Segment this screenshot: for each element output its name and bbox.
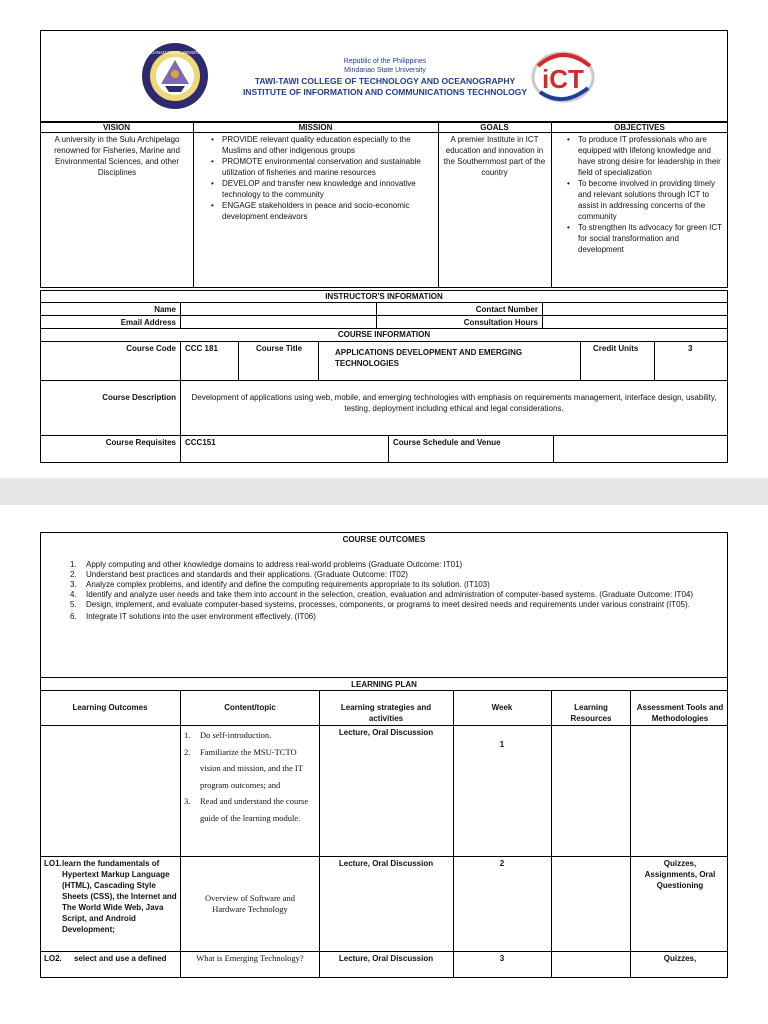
course-info-heading: COURSE INFORMATION (337, 330, 431, 339)
outcome-item: 6. Integrate IT solutions into the user environment effectively. (IT06) (70, 612, 316, 621)
objective-item: • To strengthen its advocacy for green ICT for social transformation and development (562, 222, 726, 255)
outcome-item: 4. Identify and analyze user needs and take them into account in the selection, creation, evaluation and administration of computer-based systems. (Graduate Outcome: IT04) (70, 590, 694, 599)
row3-content: What is Emerging Technology? (196, 953, 304, 963)
institute-line: INSTITUTE OF INFORMATION AND COMMUNICATIONS TECHNOLOGY (242, 87, 528, 97)
col-learning-outcomes: Learning Outcomes (72, 703, 148, 712)
row3-assessment: Quizzes, (663, 954, 697, 963)
course-description-label: Course Description (102, 393, 176, 402)
col-content-topic: Content/topic (224, 703, 276, 712)
consultation-label: Consultation Hours (463, 318, 538, 327)
goals-heading: GOALS (480, 123, 509, 132)
outcome-item: 3. Analyze complex problems, and identify and define the computing requirements appropriate to its solution. (IT103) (70, 580, 490, 589)
mission-item: • DEVELOP and transfer new knowledge and innovative technology to the community (206, 178, 432, 200)
course-schedule-label: Course Schedule and Venue (393, 438, 501, 447)
row2-week: 2 (499, 859, 505, 868)
vision-text: A university in the Sulu Archipelago renowned for Fisheries, Marine and Environmental Sciences, and other Disciplines (54, 135, 180, 177)
credit-units-label: Credit Units (593, 344, 639, 353)
email-label: Email Address (120, 318, 176, 327)
course-outcomes-list (70, 560, 700, 622)
content-item: 1. Do self-introduction. (184, 730, 272, 740)
college-line: TAWI-TAWI COLLEGE OF TECHNOLOGY AND OCEANOGRAPHY (254, 76, 516, 86)
course-title-value: APPLICATIONS DEVELOPMENT AND EMERGING TECHNOLOGIES (335, 348, 523, 368)
row1-week: 1 (499, 740, 505, 749)
col-week: Week (491, 703, 513, 712)
row3-strategy: Lecture, Oral Discussion (338, 954, 434, 963)
goals-text: A premier Institute in ICT education and innovation in the Southernmost part of the country (443, 135, 546, 177)
ict-logo-text: iCT (542, 64, 584, 94)
col-assessment: Assessment Tools and Methodologies (636, 703, 724, 723)
msu-seal-logo (141, 42, 209, 110)
contact-label: Contact Number (475, 305, 538, 314)
objective-item: • To produce IT professionals who are equipped with lifelong knowledge and have strong desire for leadership in their field of specialization (562, 134, 726, 178)
row2-content: Overview of Software and Hardware Technology (205, 893, 295, 914)
syllabus-page-2 (0, 505, 768, 1024)
course-code-label: Course Code (126, 344, 176, 353)
outcome-item: 1. Apply computing and other knowledge domains to address real-world problems (Graduate Outcome: IT01) (70, 560, 463, 569)
row1-strategy: Lecture, Oral Discussion (338, 728, 434, 737)
row3-outcome (44, 953, 178, 964)
row2-assessment: Quizzes, Assignments, Oral Questioning (644, 859, 716, 890)
objectives-heading: OBJECTIVES (614, 123, 665, 132)
ict-logo (530, 48, 596, 106)
course-title-label: Course Title (256, 344, 303, 353)
col-learning-strategies: Learning strategies and activities (340, 703, 432, 723)
learning-plan-heading: LEARNING PLAN (351, 680, 417, 689)
instructor-info-heading: INSTRUCTOR'S INFORMATION (325, 292, 443, 301)
row1-content-list (184, 727, 316, 826)
mission-heading: MISSION (298, 123, 333, 132)
university-line: Mindanao State University (344, 67, 426, 74)
content-item: 2. Familiarize the MSU-TCTO vision and mission, and the IT program outcomes; and (184, 746, 303, 790)
row3-outcome-number: LO2. (44, 954, 62, 963)
row2-outcome (44, 858, 178, 935)
col-learning-resources: Learning Resources (570, 703, 612, 723)
seal-text: MINDANAO STATE UNIVERSITY (143, 50, 207, 55)
mission-item: • PROMOTE environmental conservation and sustainable utilization of fisheries and marine resources (206, 156, 432, 178)
row2-outcome-number: LO1. (44, 859, 62, 868)
republic-line: Republic of the Philippines (343, 58, 427, 65)
row2-strategy: Lecture, Oral Discussion (338, 859, 434, 868)
course-requisites-label: Course Requisites (105, 438, 176, 447)
content-item: 3. Read and understand the course guide of the learning module. (184, 796, 309, 823)
course-requisites-value: CCC151 (185, 438, 216, 447)
mission-list (206, 134, 432, 222)
course-description-value: Development of applications using web, mobile, and emerging technologies with emphasis on requirements management, interface design, usability, testing, deployment including ethical and legal considerations. (191, 393, 717, 413)
course-outcomes-heading: COURSE OUTCOMES (342, 535, 426, 544)
credit-units-value: 3 (688, 344, 693, 353)
course-code-value: CCC 181 (185, 344, 218, 353)
mission-item: • ENGAGE stakeholders in peace and socio-economic development endeavors (206, 200, 432, 222)
outcome-item: 5. Design, implement, and evaluate computer-based systems, processes, components, or programs to meet desired needs and requirements under various constraint (IT05). (70, 600, 690, 609)
vision-heading: VISION (102, 123, 131, 132)
row3-week: 3 (499, 954, 505, 963)
objectives-list (562, 134, 726, 255)
syllabus-page-1 (0, 0, 768, 478)
outcome-item: 2. Understand best practices and standards and their applications. (Graduate Outcome: IT02) (70, 570, 408, 579)
row2-outcome-text: learn the fundamentals of Hypertext Markup Language (HTML), Cascading Style Sheets (CSS), the Internet and The World Wide Web, Java Script, and Android Development; (62, 859, 177, 934)
row3-outcome-text: select and use a defined (74, 954, 167, 963)
objective-item: • To become involved in providing timely and relevant solutions through ICT to assist in addressing concerns of the community (562, 178, 726, 222)
name-label: Name (154, 305, 176, 314)
mission-item: • PROVIDE relevant quality education especially to the Muslims and other indigenous groups (206, 134, 432, 156)
